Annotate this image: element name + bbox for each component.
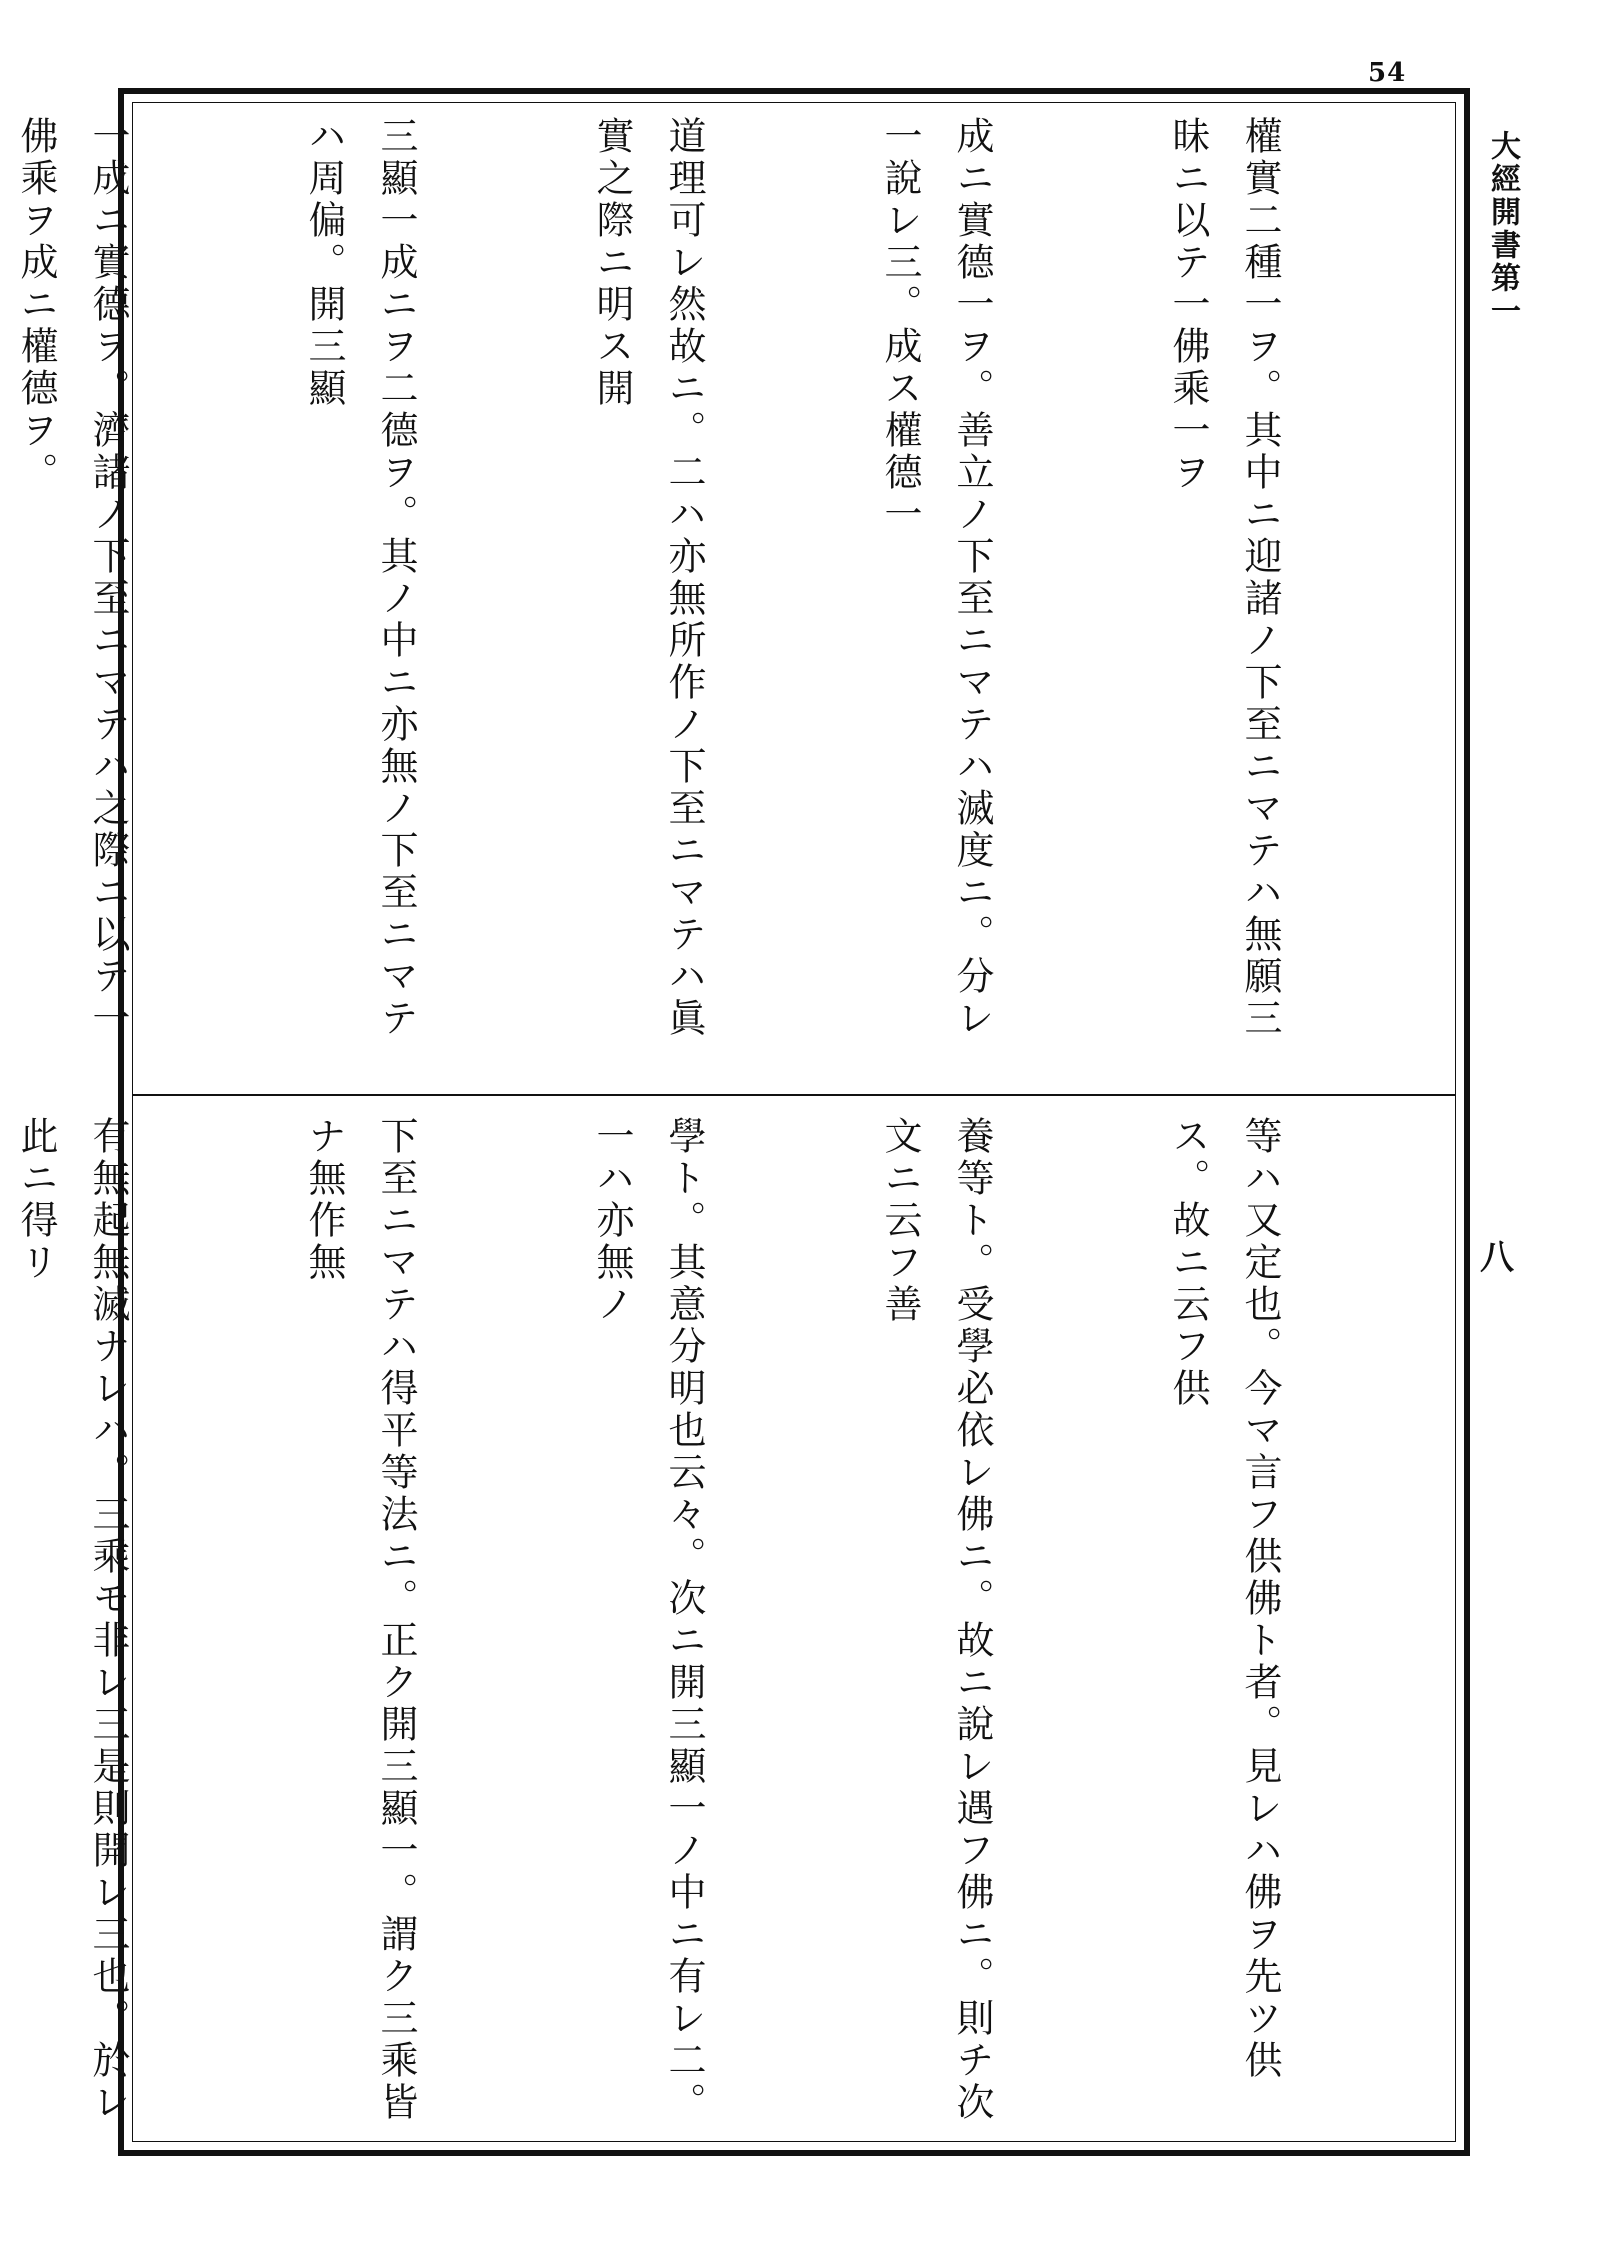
text-column: 有無起無滅ナレハ。三乘モ非レ三是則開レ三也。於レ此ニ得リ <box>14 1116 130 2124</box>
text-column: 下至ニマテハ得平等法ニ。正ク開三顯一。謂ク三乘皆ナ無作無 <box>302 1116 418 2124</box>
text-column: 成ニ實德一ヲ。善立ノ下至ニマテハ滅度ニ。分レ一說レ三。成ス權德一 <box>878 116 994 1040</box>
lower-text-register <box>14 1116 1440 2126</box>
text-column: 權實二種一ヲ。其中ニ迎諸ノ下至ニマテハ無願三昧ニ以テ一佛乘一ヲ <box>1166 116 1282 1040</box>
page-number: 54 <box>1368 58 1407 88</box>
upper-text-register <box>14 116 1440 1076</box>
text-column: 等ハ又定也。今マ言フ供佛ト者。見レハ佛ヲ先ツ供ス。故ニ云フ供 <box>1166 1116 1282 2082</box>
text-column: 道理可レ然故ニ。二ハ亦無所作ノ下至ニマテハ眞實之際ニ明ス開 <box>590 116 706 1040</box>
register-divider <box>132 1094 1456 1096</box>
folio: 八 <box>1480 1238 1514 1278</box>
text-column: 一成ニ實德ヲ。濟諸ノ下至ニマテハ之際ニ以テ一佛乘ヲ成ニ權德ヲ。 <box>14 116 130 1040</box>
text-column: 學ト。其意分明也云々。次ニ開三顯一ノ中ニ有レ二。一ハ亦無ノ <box>590 1116 706 2124</box>
text-column: 三顯一成ニヲ二德ヲ。其ノ中ニ亦無ノ下至ニマテハ周偏。開三顯 <box>302 116 418 1040</box>
running-head: 大經開書第一 <box>1485 130 1520 328</box>
text-column: 養等ト。受學必依レ佛ニ。故ニ說レ遇フ佛ニ。則チ次文ニ云フ善 <box>878 1116 994 2124</box>
